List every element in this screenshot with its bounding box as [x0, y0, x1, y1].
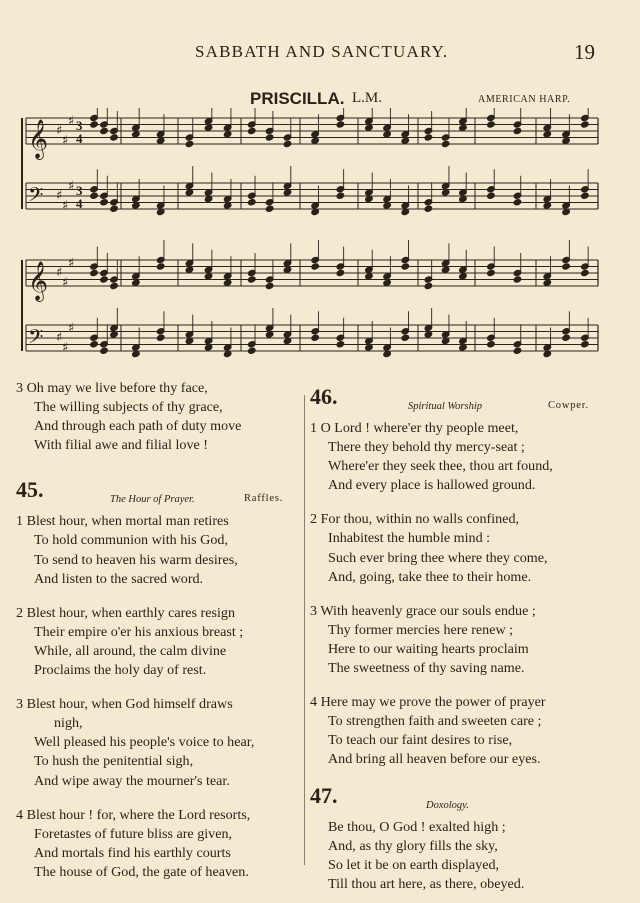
note-head — [562, 334, 571, 341]
verse-line: While, all around, the calm divine — [34, 642, 227, 659]
note-head — [459, 124, 468, 131]
page-number: 19 — [574, 40, 595, 64]
verse-line: And every place is hallowed ground. — [328, 477, 536, 494]
note-head — [265, 282, 274, 289]
note-head — [247, 127, 256, 134]
hymn-subtitle: The Hour of Prayer. — [110, 494, 195, 506]
sharp-icon: ♯ — [62, 340, 69, 356]
verse-line: And through each path of duty move — [34, 418, 242, 435]
note-head — [581, 121, 590, 128]
note-head — [336, 121, 345, 128]
note-head — [562, 137, 571, 144]
note-head — [247, 276, 256, 283]
hymn-author: Raffles. — [244, 493, 284, 505]
verse-line: 2 Blest hour, when earthly cares resign — [16, 604, 235, 621]
note-head — [424, 205, 433, 212]
time-signature-denominator: 4 — [76, 131, 83, 146]
verse-line: And, as thy glory fills the sky, — [328, 837, 498, 854]
note-head — [100, 199, 109, 206]
note-head — [247, 347, 256, 354]
verse-line: Inhabitest the humble mind : — [328, 530, 491, 547]
sharp-icon: ♯ — [68, 113, 75, 129]
note-head — [424, 282, 433, 289]
note-head — [336, 192, 345, 199]
note-head — [132, 131, 141, 138]
time-signature-numerator: 3 — [76, 183, 83, 198]
note-head — [487, 192, 496, 199]
stanza — [16, 512, 306, 588]
note-head — [581, 341, 590, 348]
verse-line: Thy former mercies here renew ; — [328, 621, 514, 638]
sharp-icon: ♯ — [62, 275, 69, 291]
stanza — [16, 695, 306, 790]
note-head — [365, 124, 374, 131]
note-head — [336, 269, 345, 276]
verse-line: And wipe away the mourner's tear. — [34, 772, 230, 789]
stanza — [310, 419, 610, 495]
verse-line: Their empire o'er his anxious breast ; — [34, 623, 244, 640]
note-head — [185, 140, 194, 147]
note-head — [543, 279, 552, 286]
treble-clef-icon: 𝄞 — [28, 261, 49, 301]
verse-line: To strengthen faith and sweeten care ; — [328, 713, 542, 730]
verse-line: 3 Oh may we live before thy face, — [16, 380, 208, 396]
tune-meter: L.M. — [352, 90, 382, 106]
note-head — [311, 137, 320, 144]
verse-line: Proclaims the holy day of rest. — [34, 662, 207, 679]
note-head — [283, 140, 292, 147]
stanza — [310, 818, 610, 894]
note-head — [90, 269, 99, 276]
stanza — [310, 510, 610, 586]
note-head — [156, 137, 165, 144]
stanza — [16, 806, 306, 882]
verse-line: 4 Here may we prove the power of prayer — [310, 694, 546, 711]
sharp-icon: ♯ — [68, 255, 75, 271]
music-score — [0, 108, 640, 363]
note-head — [513, 127, 522, 134]
hymn-author: Cowper. — [548, 400, 589, 411]
note-head — [223, 279, 232, 286]
verse-line: There they behold thy mercy-seat ; — [328, 439, 525, 456]
page-header — [0, 42, 640, 66]
note-head — [424, 134, 433, 141]
hymn-number: 46. — [310, 384, 338, 409]
hymn-number: 47. — [310, 782, 338, 808]
verse-line: Here to our waiting hearts proclaim — [328, 640, 529, 657]
note-head — [543, 131, 552, 138]
stanza-continued — [16, 379, 306, 455]
note-head — [132, 279, 141, 286]
verse-line: The house of God, the gate of heaven. — [34, 863, 249, 880]
note-head — [100, 127, 109, 134]
note-head — [401, 334, 410, 341]
note-head — [156, 334, 165, 341]
note-head — [487, 341, 496, 348]
note-head — [383, 279, 392, 286]
note-head — [336, 341, 345, 348]
verse-line: So let it be on earth displayed, — [328, 856, 500, 873]
hymn-45-heading — [16, 477, 306, 512]
bass-clef-icon: 𝄢 — [28, 183, 44, 211]
note-head — [513, 347, 522, 354]
note-head — [311, 334, 320, 341]
hymn-46-heading — [310, 384, 610, 419]
verse-line: The sweetness of thy saving name. — [328, 660, 525, 677]
note-head — [265, 134, 274, 141]
verse-line: And bring all heaven before our eyes. — [328, 751, 541, 768]
treble-clef-icon: 𝄞 — [28, 119, 49, 159]
sharp-icon: ♯ — [56, 123, 63, 139]
note-head — [90, 341, 99, 348]
verse-line: To teach our faint desires to rise, — [328, 732, 513, 749]
sharp-icon: ♯ — [62, 198, 69, 214]
sharp-icon: ♯ — [56, 330, 63, 346]
note-head — [223, 131, 232, 138]
note-head — [401, 137, 410, 144]
hymn-number: 45. — [16, 477, 44, 503]
verse-line: 3 With heavenly grace our souls endue ; — [310, 602, 536, 619]
verse-line: 1 O Lord ! where'er thy people meet, — [310, 420, 519, 436]
verse-line: Such ever bring thee where they come, — [328, 549, 548, 566]
sharp-icon: ♯ — [68, 320, 75, 336]
note-head — [283, 266, 292, 273]
note-head — [110, 282, 119, 289]
note-head — [100, 347, 109, 354]
verse-line: With filial awe and filial love ! — [34, 437, 208, 454]
verse-line: To hush the penitential sigh, — [34, 753, 194, 770]
note-head — [247, 199, 256, 206]
note-head — [459, 273, 468, 280]
verse-line: Be thou, O God ! exalted high ; — [328, 818, 506, 835]
tune-source: AMERICAN HARP. — [478, 94, 571, 105]
running-title: SABBATH AND SANCTUARY. — [195, 42, 449, 61]
verse-line: Well pleased his people's voice to hear, — [34, 734, 255, 751]
stanza — [310, 693, 610, 769]
sharp-icon: ♯ — [68, 178, 75, 194]
note-head — [110, 205, 119, 212]
time-signature-numerator: 3 — [76, 118, 83, 133]
verse-line: Foretastes of future bliss are given, — [34, 825, 233, 842]
verse-line: 2 For thou, within no walls confined, — [310, 511, 520, 528]
note-head — [581, 269, 590, 276]
note-head — [204, 124, 213, 131]
verse-line: nigh, — [54, 715, 83, 732]
hymn-47-heading — [310, 782, 610, 818]
right-column — [310, 384, 610, 894]
note-head — [110, 134, 119, 141]
note-head — [90, 121, 99, 128]
note-head — [513, 199, 522, 206]
sharp-icon: ♯ — [56, 265, 63, 281]
note-head — [441, 140, 450, 147]
verse-line: Till thou art here, as there, obeyed. — [328, 875, 525, 892]
note-head — [185, 266, 194, 273]
verse-line: 1 Blest hour, when mortal man retires — [16, 513, 229, 530]
note-head — [581, 192, 590, 199]
note-head — [383, 131, 392, 138]
note-head — [311, 263, 320, 270]
verse-line: And mortals find his earthly courts — [34, 844, 231, 861]
note-head — [365, 273, 374, 280]
verse-line: And, going, take thee to their home. — [328, 568, 532, 585]
time-signature-denominator: 4 — [76, 196, 83, 211]
verse-line: Where'er they seek thee, thou art found, — [328, 458, 553, 475]
note-head — [156, 263, 165, 270]
verse-line: To send to heaven his warm desires, — [34, 551, 238, 568]
note-head — [265, 205, 274, 212]
hymn-subtitle: Doxology. — [426, 799, 469, 811]
note-head — [513, 276, 522, 283]
note-head — [441, 266, 450, 273]
left-column — [16, 379, 306, 882]
note-head — [90, 192, 99, 199]
verse-line: 3 Blest hour, when God himself draws — [16, 696, 233, 713]
sharp-icon: ♯ — [56, 188, 63, 204]
note-head — [562, 263, 571, 270]
note-head — [204, 273, 213, 280]
verse-line: And listen to the sacred word. — [34, 570, 204, 587]
bass-clef-icon: 𝄢 — [28, 325, 44, 353]
stanza — [310, 602, 610, 678]
note-head — [487, 269, 496, 276]
verse-line: To hold communion with his God, — [34, 532, 228, 549]
verse-line: The willing subjects of thy grace, — [34, 399, 223, 416]
note-head — [487, 121, 496, 128]
tune-name: PRISCILLA. — [250, 89, 345, 108]
note-head — [100, 276, 109, 283]
note-head — [401, 263, 410, 270]
sharp-icon: ♯ — [62, 133, 69, 149]
hymn-subtitle: Spiritual Worship — [408, 401, 483, 412]
stanza — [16, 604, 306, 680]
verse-line: 4 Blest hour ! for, where the Lord resorts, — [16, 806, 251, 823]
